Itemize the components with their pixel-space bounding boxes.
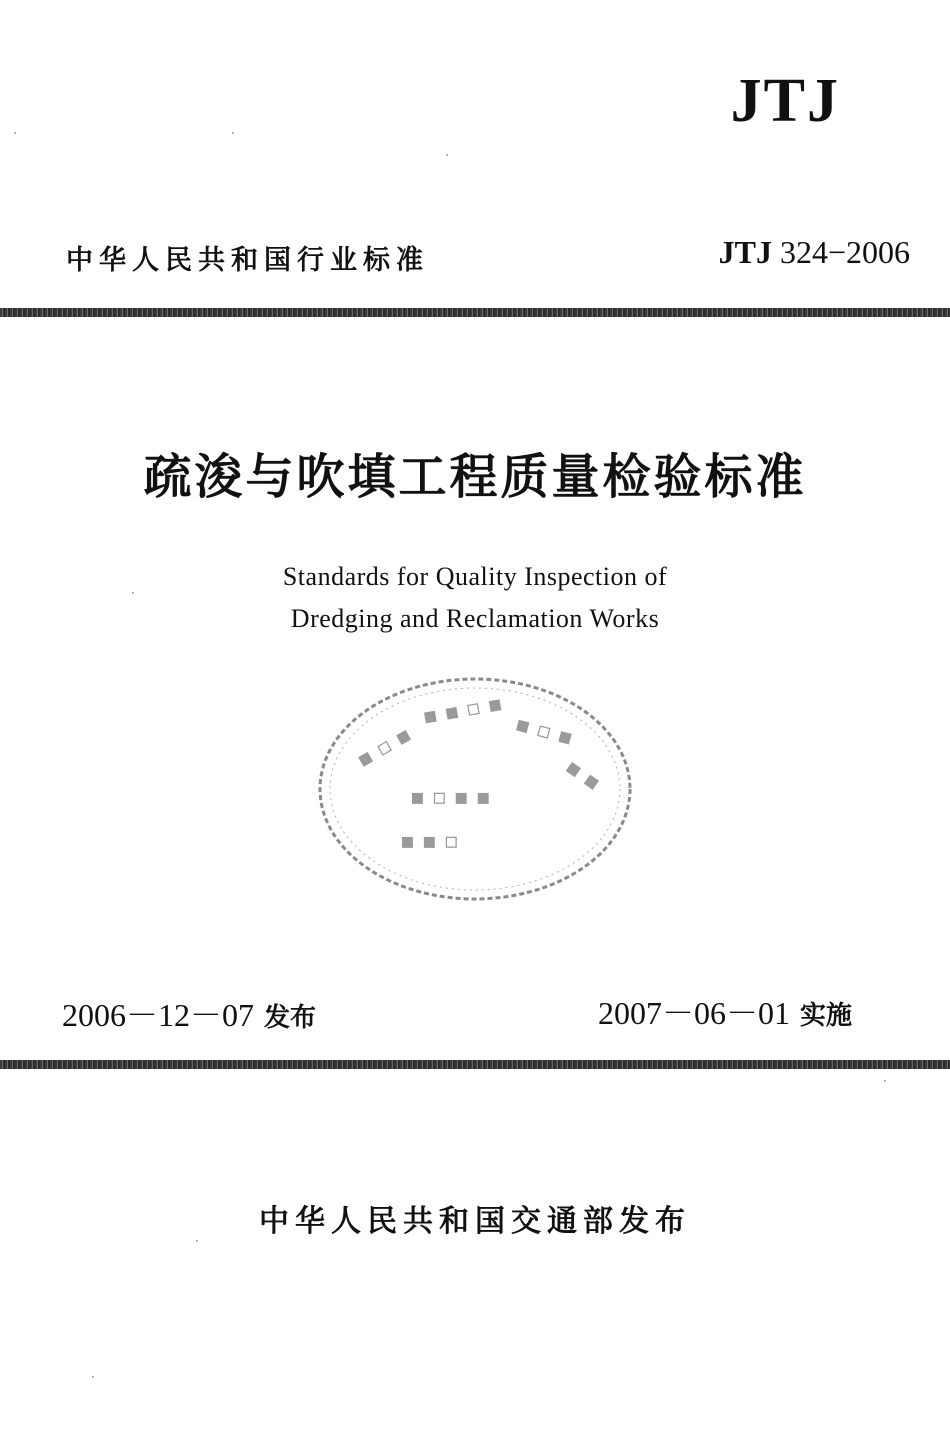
standard-code-number: 324−2006 bbox=[779, 234, 910, 270]
top-divider bbox=[0, 308, 950, 317]
brand-logo: JTJ bbox=[730, 67, 840, 135]
svg-text:▪ ▪ ▫: ▪ ▪ ▫ bbox=[400, 829, 459, 854]
issue-date-value: 2006－12－07 bbox=[62, 997, 255, 1033]
implementation-label: 实施 bbox=[800, 1001, 853, 1031]
standard-code bbox=[719, 234, 910, 271]
scan-speck bbox=[446, 154, 448, 156]
issue-date bbox=[62, 990, 316, 1036]
svg-text:▪ ▫ ▪: ▪ ▫ ▪ bbox=[512, 711, 576, 751]
title-english-line-1: Standards for Quality Inspection of bbox=[282, 562, 668, 591]
scan-speck bbox=[232, 132, 234, 134]
title-english bbox=[0, 556, 950, 640]
title-chinese: 疏浚与吹填工程质量检验标准 bbox=[143, 449, 807, 505]
standard-category: 中华人民共和国行业标准 bbox=[66, 245, 429, 276]
implementation-date bbox=[598, 988, 852, 1034]
publisher: 中华人民共和国交通部发布 bbox=[259, 1204, 691, 1239]
scan-speck bbox=[196, 1240, 198, 1242]
scan-speck bbox=[132, 592, 134, 594]
svg-text:▪ ▫ ▪ ▪: ▪ ▫ ▪ ▪ bbox=[410, 785, 491, 810]
scan-speck bbox=[884, 1080, 886, 1082]
library-stamp bbox=[314, 672, 636, 911]
svg-text:▪ ▪ ▫ ▪: ▪ ▪ ▫ ▪ bbox=[420, 691, 505, 730]
standard-code-prefix: JTJ bbox=[718, 234, 772, 270]
svg-text:▪ ▫ ▪: ▪ ▫ ▪ bbox=[352, 722, 416, 774]
scan-speck bbox=[92, 1376, 94, 1378]
bottom-divider bbox=[0, 1060, 950, 1069]
svg-text:▪ ▪: ▪ ▪ bbox=[560, 754, 606, 797]
scan-speck bbox=[14, 132, 16, 134]
implementation-date-value: 2007－06－01 bbox=[598, 995, 791, 1031]
title-english-line-2: Dredging and Reclamation Works bbox=[290, 604, 660, 633]
issue-label: 发布 bbox=[264, 1003, 317, 1033]
